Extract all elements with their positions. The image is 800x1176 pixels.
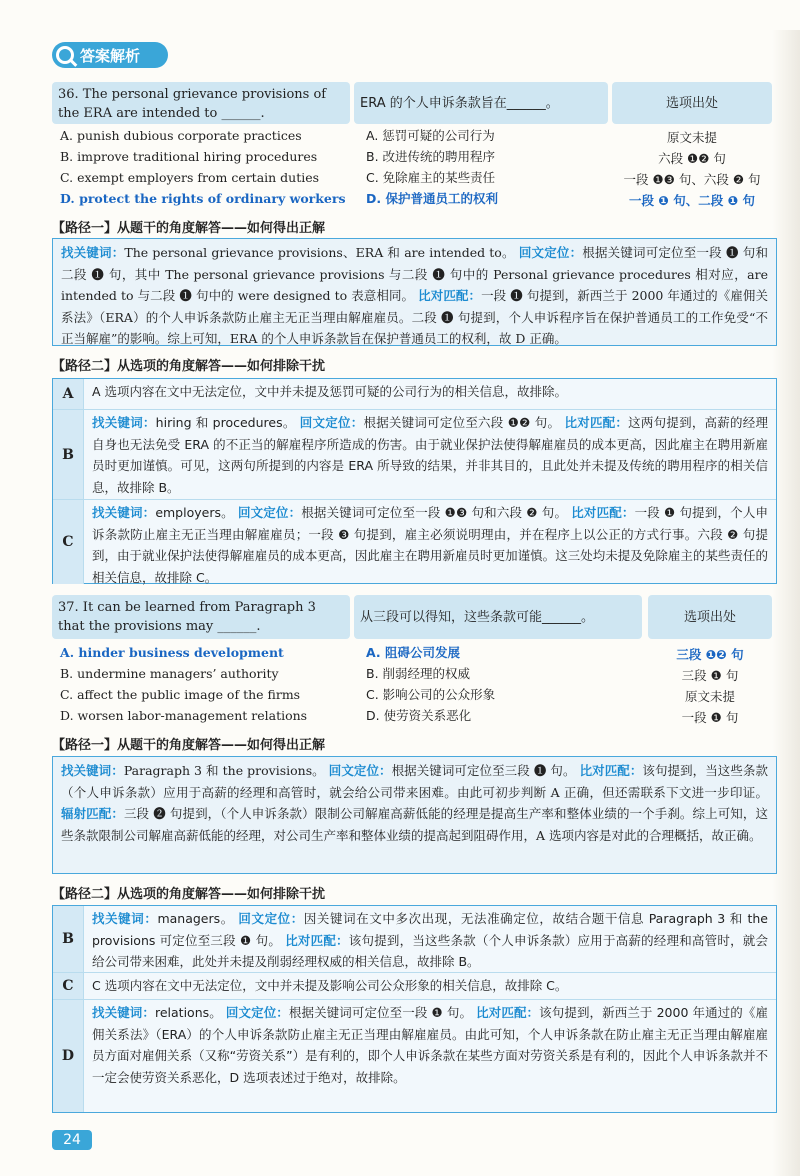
q37-option-c-cn: C. 影响公司的公众形象 <box>366 687 496 702</box>
magnifier-icon <box>56 46 74 64</box>
match-text: 该句提到，新西兰于 2000 年通过的《雇佣关系法》（ERA）的个人申诉条款防止雇主无正当理由解雇雇员。由此可知，个人申诉条款在防止雇主无正当理由解雇雇员方面对雇佣关系（又称“劳资关系”）是有利的，即个人申诉条款在某些方面对劳资关系是有利的，因此个人申诉条款并不一定会使劳资关系恶化，D 选项表述过于绝对，故排除。 <box>92 1005 768 1085</box>
header-title: 答案解析 <box>80 46 141 65</box>
row-letter: C <box>53 973 84 999</box>
match-text: 一段 ❶ 句提到，个人申诉条款防止雇主无正当理由解雇雇员；一段 ❸ 句提到，雇主必须说明理由，并在程序上以公正的方式行事。六段 ❷ 句提到，由于就业保护法使得解雇雇员的成本更高，因此雇主在聘用新雇员时更加谨慎。这三处均未提及免除雇主的某些责任的相关信息，故排除 C。 <box>92 505 768 585</box>
q36-option-d-cn: D. 保护普通员工的权利 <box>366 191 498 206</box>
q36-stem-cn: ERA 的个人申诉条款旨在______。 <box>354 82 608 124</box>
radiate-label: 辐射匹配： <box>61 806 124 821</box>
q37-option-b-en: B. undermine managers’ authority <box>60 666 279 681</box>
match-text: 一段 ❶ 句提到，新西兰于 2000 年通过的《雇佣关系法》（ERA）的个人申诉条款防止雇主无正当理由解雇雇员。二段 ❶ 句提到，个人申诉程序旨在保护普通员工的工作免受“不正当解雇”的影响。综上可知，ERA 的个人申诉条款旨在保护普通员工的权利，故 D 正确。 <box>61 288 768 346</box>
match-label: 比对匹配： <box>579 763 643 778</box>
q36-path2-title: 【路径二】从选项的角度解答——如何排除干扰 <box>52 359 326 374</box>
keyword-label: 找关键词： <box>92 505 156 520</box>
locate-label: 回文定位： <box>225 1005 289 1020</box>
locate-label: 回文定位： <box>238 911 304 926</box>
q36-option-a-source: 原文未提 <box>666 130 717 145</box>
locate-text: 根据关键词可定位至一段 ❶ 句和二段 ❶ 句，其中 The personal grievance provisions 与二段 ❶ 句中的 Personal grievance procedures 相对应，are intended to 与二段 ❶ 句中的 were designed to 表意相同。 <box>61 245 768 303</box>
answer-analysis-header <box>52 42 168 68</box>
q37-option-d-en: D. worsen labor-management relations <box>60 708 308 723</box>
q37-option-a-cn: A. 阻碍公司发展 <box>366 645 461 660</box>
q36-row-c <box>53 500 776 584</box>
row-letter: D <box>53 1000 84 1112</box>
match-label: 比对匹配： <box>476 1005 540 1020</box>
q36-row-b <box>53 410 776 500</box>
q36-option-c-en: C. exempt employers from certain duties <box>60 170 320 185</box>
q36-option-c-cn: C. 免除雇主的某些责任 <box>366 170 496 185</box>
keyword-text: relations。 <box>154 1005 222 1020</box>
row-text <box>84 906 776 972</box>
q36-stem-en: 36. The personal grievance provisions of the ERA are intended to ______. <box>52 82 350 124</box>
match-label: 比对匹配： <box>564 415 629 430</box>
row-letter: A <box>53 379 84 409</box>
q36-option-b-en: B. improve traditional hiring procedures <box>60 149 318 164</box>
match-text: 这两句提到，高薪的经理自身也无法免受 ERA 的不正当的解雇程序所造成的伤害。由于就业保护法使得解雇雇员的成本更高，因此雇主在聘用新雇员时更加谨慎。可见，这两句所提到的内容是 ERA 所导致的结果，并非其目的，且此处并未提及传统的聘用程序的相关信息，故排除 B。 <box>92 415 768 495</box>
keyword-label: 找关键词： <box>92 1005 155 1020</box>
q36-option-d-en: D. protect the rights of ordinary workers <box>60 191 346 206</box>
q37-option-c-source: 原文未提 <box>684 689 735 704</box>
row-letter: B <box>53 906 84 972</box>
q37-option-b-cn: B. 削弱经理的权威 <box>366 666 471 681</box>
match-label: 比对匹配： <box>285 932 349 948</box>
q36-option-b-source: 六段 ❶❷ 句 <box>658 151 726 166</box>
locate-label: 回文定位： <box>237 505 302 520</box>
keyword-label: 找关键词： <box>92 415 156 430</box>
keyword-text: Paragraph 3 和 the provisions。 <box>123 763 325 778</box>
row-text <box>84 410 776 499</box>
match-text: 该句提到，当这些条款（个人申诉条款）应用于高薪的经理和高管时，就会给公司带来困难。由此可初步判断 A 正确，但还需联系下文进一步印证。 <box>61 763 768 800</box>
q36-source-header: 选项出处 <box>612 82 772 124</box>
q36-row-a <box>53 379 776 410</box>
page-number: 24 <box>52 1130 92 1150</box>
locate-text: 根据关键词可定位至六段 ❶❷ 句。 <box>363 415 561 430</box>
q37-option-a-en: A. hinder business development <box>60 645 284 660</box>
q36-option-b-cn: B. 改进传统的聘用程序 <box>366 149 496 164</box>
keyword-text: hiring 和 procedures。 <box>155 415 296 430</box>
q37-path1-title: 【路径一】从题干的角度解答——如何得出正解 <box>52 738 326 753</box>
q36-option-a-en: A. punish dubious corporate practices <box>60 128 302 143</box>
locate-label: 回文定位： <box>518 245 583 260</box>
keyword-text: The personal grievance provisions、ERA 和 are intended to。 <box>124 245 515 260</box>
q37-stem-cn: 从三段可以得知，这些条款可能______。 <box>354 595 642 639</box>
locate-text: 因关键词在文中多次出现，无法准确定位，故结合题干信息 Paragraph 3 和 the provisions 可定位至三段 ❶ 句。 <box>92 911 768 948</box>
q37-path1-panel <box>52 756 777 874</box>
q37-source-header: 选项出处 <box>648 595 772 639</box>
q36-path2-table <box>52 378 777 584</box>
match-text: 该句提到，当这些条款（个人申诉条款）应用于高薪的经理和高管时，就会给公司带来困难，此处并未提及削弱经理权威的相关信息，故排除 B。 <box>92 932 768 969</box>
q37-row-b <box>53 906 776 973</box>
match-label: 比对匹配： <box>571 505 635 520</box>
q36-option-a-cn: A. 惩罚可疑的公司行为 <box>366 128 495 143</box>
q37-option-c-en: C. affect the public image of the firms <box>60 687 301 702</box>
q36-path1-title: 【路径一】从题干的角度解答——如何得出正解 <box>52 221 326 236</box>
row-letter: B <box>53 410 84 499</box>
radiate-text: 三段 ❷ 句提到，（个人申诉条款）限制公司解雇高薪低能的经理是提高生产率和整体业绩的一个手刹。综上可知，这些条款限制公司解雇高薪低能的经理，对公司生产率和整体业绩的提高起到阻碍作用，A 选项内容是对此的合理概括，故正确。 <box>61 806 768 843</box>
row-text: A 选项内容在文中无法定位，文中并未提及惩罚可疑的公司行为的相关信息，故排除。 <box>92 384 568 399</box>
match-label: 比对匹配： <box>418 288 482 303</box>
q37-option-d-cn: D. 使劳资关系恶化 <box>366 708 472 723</box>
locate-text: 根据关键词可定位至一段 ❶ 句。 <box>288 1005 473 1020</box>
q37-row-d <box>53 1000 776 1112</box>
row-text <box>84 1000 776 1112</box>
locate-text: 根据关键词可定位至一段 ❶❸ 句和六段 ❷ 句。 <box>301 505 568 520</box>
q37-stem-en: 37. It can be learned from Paragraph 3 that the provisions may ______. <box>52 595 350 639</box>
q37-option-d-source: 一段 ❶ 句 <box>681 710 739 725</box>
q37-path2-title: 【路径二】从选项的角度解答——如何排除干扰 <box>52 887 326 902</box>
q36-option-d-source: 一段 ❶ 句、二段 ❶ 句 <box>628 193 756 208</box>
keyword-label: 找关键词： <box>61 245 125 260</box>
row-letter: C <box>53 500 84 584</box>
q37-path2-table <box>52 905 777 1113</box>
q36-option-c-source: 一段 ❶❸ 句、六段 ❷ 句 <box>623 172 761 187</box>
keyword-text: managers。 <box>157 911 234 926</box>
locate-label: 回文定位： <box>299 415 364 430</box>
q37-row-c <box>53 973 776 1000</box>
row-text: C 选项内容在文中无法定位，文中并未提及影响公司公众形象的相关信息，故排除 C。 <box>92 978 568 993</box>
q36-path1-panel <box>52 238 777 346</box>
row-text <box>84 500 776 584</box>
keyword-label: 找关键词： <box>61 763 124 778</box>
keyword-label: 找关键词： <box>92 911 158 926</box>
q37-option-b-source: 三段 ❶ 句 <box>681 668 739 683</box>
q37-option-a-source: 三段 ❶❷ 句 <box>676 647 744 662</box>
locate-text: 根据关键词可定位至三段 ❶ 句。 <box>391 763 576 778</box>
keyword-text: employers。 <box>155 505 234 520</box>
locate-label: 回文定位： <box>328 763 392 778</box>
